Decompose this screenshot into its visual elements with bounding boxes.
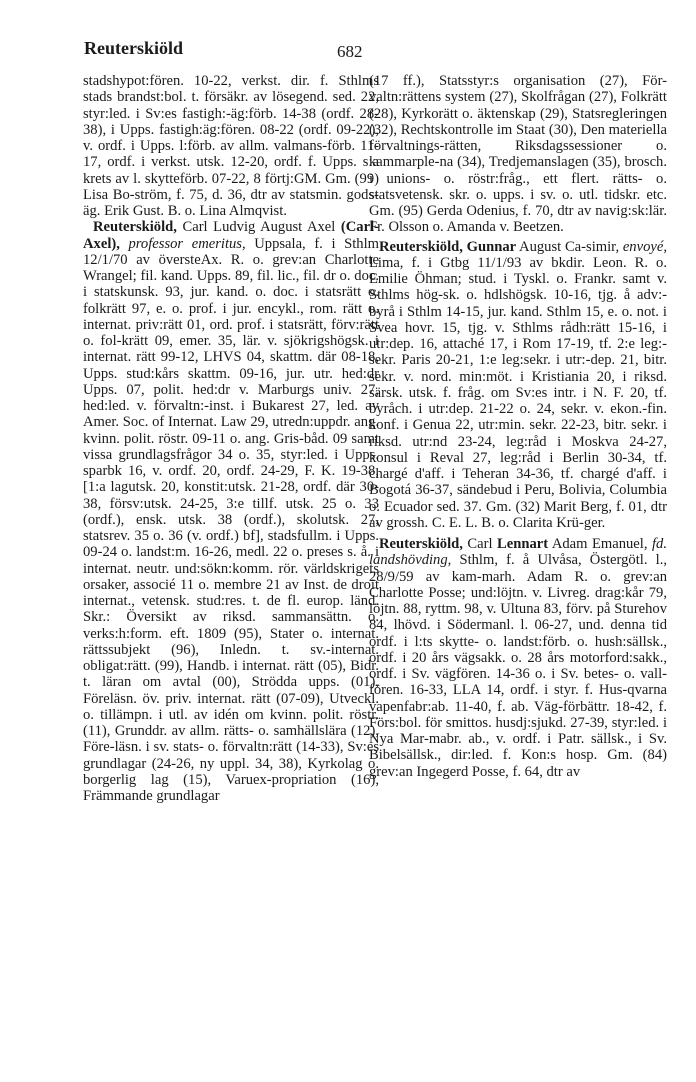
entry-given-names: Carl Ludvig August Axel [176, 219, 341, 236]
entry-continuation: stadshypot:fören. 10-22, verkst. dir. f. Sthlms stads brandst:bol. t. försäkr. av lösegend. sed. 22, styr:led. i Sv:es fastigh:-äg:förb. 14-38 (ordf. 28-38), i Upps. fastigh:äg:fören. 08-22 (ordf. 09-22), v. ordf. i Upps. l:förb. av allm. valmans-förb. 11-17, ordf. i verkst. utsk. 12-20, ordf. f. Upps. s:a krets av l. skytteförb. 07-22, 8 förtj:GM. Gm. (99) Lisa Bo-ström, f. 75, d. 36, dtr av statsmin. gods-äg. Erik Gust. B. o. Lina Almqvist. [83, 73, 379, 219]
entry-given-names-2: Adam Emanuel, [548, 536, 652, 552]
entry-carl-axel [83, 219, 379, 804]
entry-title: fd. landshövding, [369, 536, 667, 569]
left-column [83, 73, 379, 804]
entry-call-name: Lennart [497, 536, 549, 552]
right-column [369, 73, 667, 780]
entry-body: Uppsala, f. i Sthlm 12/1/70 av översteAx. R. o. grev:an Charlotte Wrangel; fil. kand. Upps. 89, fil. lic., fil. dr o. doc. i statskunsk. 93, jur. kand. o. doc. i statsrätt o. folkrätt 97, e. o. prof. i jur. encykl., rom. rätt o. internat. priv:rätt 01, ord. prof. i statsrätt, förv:rätt o. fol-krätt 09, emer. 35, lär. v. sjökrigshögsk. i internat. rätt 99-12, LHVS 04, skattm. där 08-18, Upps. stud:kårs skattm. 09-16, jur. utr. hed:dr Upps. 07, polit. hed:dr v. Marburgs univ. 27, hed:led. v. förvaltn:-inst. i Bukarest 27, led. av Amer. Soc. of Internat. Law 29, utredn:uppdr. ang. kvinn. polit. röstr. 09-11 o. ang. Gris-båd. 09 samt vissa grundlagsfrågor 34 o. 35, styr:led. i Upps. sparbk 16, v. ordf. 20, ordf. 24-29, F. K. 19-38, [1:a lagutsk. 20, konstit:utsk. 21-28, ordf. där 30-38, försv:utsk. 24-25, 3:e tillf. utsk. 25 o. 33 (ordf.), ensk. utsk. 38 (ordf.), skolutsk. 27, statsrev. 35 o. 36 (v. ordf.) bf], stadsfullm. i Upps. 09-24 o. landst:m. 16-26, medl. 22 o. preses s. å. i internat. neutr. und:sökn:komm. rör. världskrigets orsaker, associé 11 o. membre 21 av Inst. de droit internat., vetensk. stud:res. t. de fl. europ. länd. Skr.: Översikt av riksd. sammansättn. o. verks:h:form. eft. 1809 (95), Stater o. internat. rättssubjekt (96), Inledn. t. sv.-internat. obligat:rätt. (99), Handb. i internat. rätt (05), Bidr. t. läran om avtal (00), Strödda upps. (01), Föreläsn. öv. priv. internat. rätt (07-09), Utveckl. o. tillämpn. i utl. av idén om kvinn. polit. röstr. (11), Grunddr. av allm. rätts- o. samhällslära (12), Före-läsn. i sv. stats- o. förvaltn:rätt (14-33), Sv:es grundlagar (24-26, ny uppl. 34, 38), Kyrkolag o. borgerlig lag (15), Varuex-propriation (16), Främmande grundlagar [83, 235, 379, 804]
entry-headword: Reuterskiöld, [93, 219, 177, 236]
entry-title: envoyé, [622, 238, 667, 255]
page-number: 682 [337, 42, 363, 61]
entry-gunnar [369, 239, 667, 532]
entry-body: Sthlm, f. å Ulvåsa, Östergötl. l., 28/9/59 av kam-marh. Adam R. o. grev:an Charlotte Posse; und:löjtn. v. Livreg. drag:kår 79, löjtn. 88, ryttm. 98, v. Ultuna 83, förv. på Sturehov 84, lhövd. i Södermanl. l. 06-27, und. denna tid ordf. i l:ts skytte- o. landst:förb. o. hush:sällsk., ordf. i 20 års vägsakk. o. 28 års motorford:sakk., ordf. i Sv. vägfören. 14-36 o. i Sv. betes- o. vall-fören. 16-33, LLA 14, ordf. i styr. f. Hus-qvarna vapenfabr:ab. 11-40, f. ab. Väg-förbättr. 18-42, f. Förs:bol. för smittos. husdj:sjukd. 27-39, styr:led. i Nya Mar-mabr. ab., v. ordf. i Patr. sällsk., i Sv. Bibelsällsk., dir:led. f. Kon:s hosp. Gm. (84) grev:an Ingegerd Posse, f. 64, dtr av [369, 552, 667, 780]
entry-given-names: Carl [462, 536, 498, 552]
entry-call-name: (Carl-Axel), [83, 219, 379, 252]
entry-continuation-right: (17 ff.), Statsstyr:s organisation (27), För-valtn:rättens system (27), Skolfrågan (27), Folkrätt (28), Kyrkorätt o. äktenskap (29), Statsregleringen (32), Rechtskontrolle im Staat (30), Den materiella förvaltnings-rätten, Riksdagssessioner o. kammarple-na (34), Tredjemanslagen (35), brosch. i unions- o. röstr:fråg., ett flert. rätts- o. statsvetensk. skr. o. upps. i sv. o. utl. tidskr. etc. Gm. (95) Gerda Odenius, f. 70, dtr av navig:sk:lär. Fr. Olsson o. Amanda v. Beetzen. [369, 73, 667, 236]
entry-given-names: August Ca-simir, [516, 238, 623, 255]
entry-headword: Reuterskiöld, [379, 536, 463, 552]
entry-title: professor emeritus, [119, 235, 246, 252]
entry-body: Lima, f. i Gtbg 11/1/93 av bkdir. Leon. R. o. Emilie Öhman; stud. i Tyskl. o. Frankr. samt v. Sthlms hög-sk. o. hdlshögsk. 10-16, tjg. å adv:-byrå i Sthlm 14-15, jur. kand. Sthlm 15, e. o. not. i Svea hovr. 15, tjg. v. Sthlms rådh:rätt 15-16, i utr:dep. 16, attaché 17, i Rom 17-19, tf. 2:e leg:-sekr. Paris 20-21, 1:e leg:sekr. i utr:-dep. 21, bitr. sekr. v. nord. min:möt. i Kristiania 20, i riksd. särsk. utsk. f. fråg. om Sv:es intr. i N. F. 20, tf. byråch. i utr:dep. 21-22 o. 24, sekr. v. ekon.-fin. konf. i Genua 22, utr:min. sekr. 22-23, bitr. sekr. i riksd. utr:nd 23-24, leg:råd i Moskva 24-27, konsul i Reval 27, leg:råd i Berlin 30-34, tf. chargé d'aff. i Teheran 34-36, tf. chargé d'aff. i Bogotá 36-37, sändebud i Peru, Bolivia, Columbia o. Ecuador sed. 37. Gm. (32) Marit Berg, f. 01, dtr av grossh. C. E. L. B. o. Clarita Krü-ger. [369, 254, 667, 531]
entry-lennart [369, 536, 667, 780]
entry-headword: Reuterskiöld, Gunnar [379, 238, 517, 255]
running-head: Reuterskiöld [84, 38, 183, 58]
